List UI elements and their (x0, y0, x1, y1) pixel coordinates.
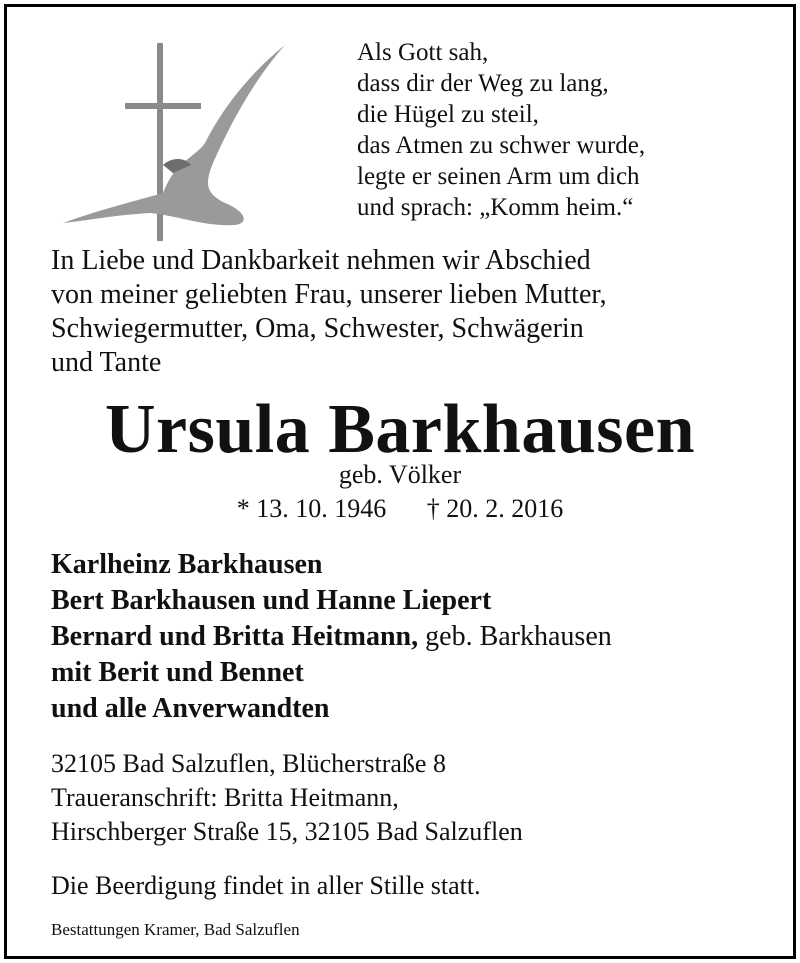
mourner-line: Bert Barkhausen und Hanne Liepert (51, 585, 492, 616)
poem-line: dass dir der Weg zu lang, (357, 70, 609, 97)
undertaker: Bestattungen Kramer, Bad Salzuflen (51, 920, 300, 939)
mourner-line: Karlheinz Barkhausen (51, 549, 323, 580)
obituary-notice (4, 4, 796, 959)
mourner-names: Bernard und Britta Heitmann, (51, 621, 419, 652)
bird-icon (63, 45, 285, 225)
cross-and-bird-icon (55, 33, 295, 253)
funeral-note: Die Beerdigung findet in aller Stille statt. (51, 871, 481, 900)
mourners-list (51, 547, 612, 727)
poem-line: Als Gott sah, (357, 39, 489, 66)
intro-line: und Tante (51, 347, 162, 378)
mourner-line (51, 619, 612, 655)
deceased-name: Ursula Barkhausen (104, 391, 696, 468)
life-dates (7, 494, 793, 524)
poem-line: und sprach: „Komm heim.“ (357, 194, 634, 221)
intro-text (51, 244, 607, 380)
mourner-maiden-name: geb. Barkhausen (425, 621, 612, 652)
mourner-line: und alle Anverwandten (51, 693, 330, 724)
poem (357, 37, 645, 223)
poem-line: das Atmen zu schwer wurde, (357, 132, 646, 159)
intro-line: In Liebe und Dankbarkeit nehmen wir Abschied (51, 245, 591, 276)
poem-line: die Hügel zu steil, (357, 101, 539, 128)
poem-line: legte er seinen Arm um dich (357, 163, 640, 190)
mourner-line: mit Berit und Bennet (51, 657, 304, 688)
death-date: † 20. 2. 2016 (426, 494, 564, 523)
maiden-name: geb. Völker (338, 460, 462, 489)
address-block (51, 747, 523, 849)
birth-date: * 13. 10. 1946 (236, 494, 387, 523)
address-line: Traueranschrift: Britta Heitmann, (51, 783, 399, 812)
intro-line: von meiner geliebten Frau, unserer lieben Mutter, (51, 279, 607, 310)
address-line: 32105 Bad Salzuflen, Blücherstraße 8 (51, 749, 446, 778)
address-line: Hirschberger Straße 15, 32105 Bad Salzuflen (51, 817, 523, 846)
intro-line: Schwiegermutter, Oma, Schwester, Schwägerin (51, 313, 584, 344)
